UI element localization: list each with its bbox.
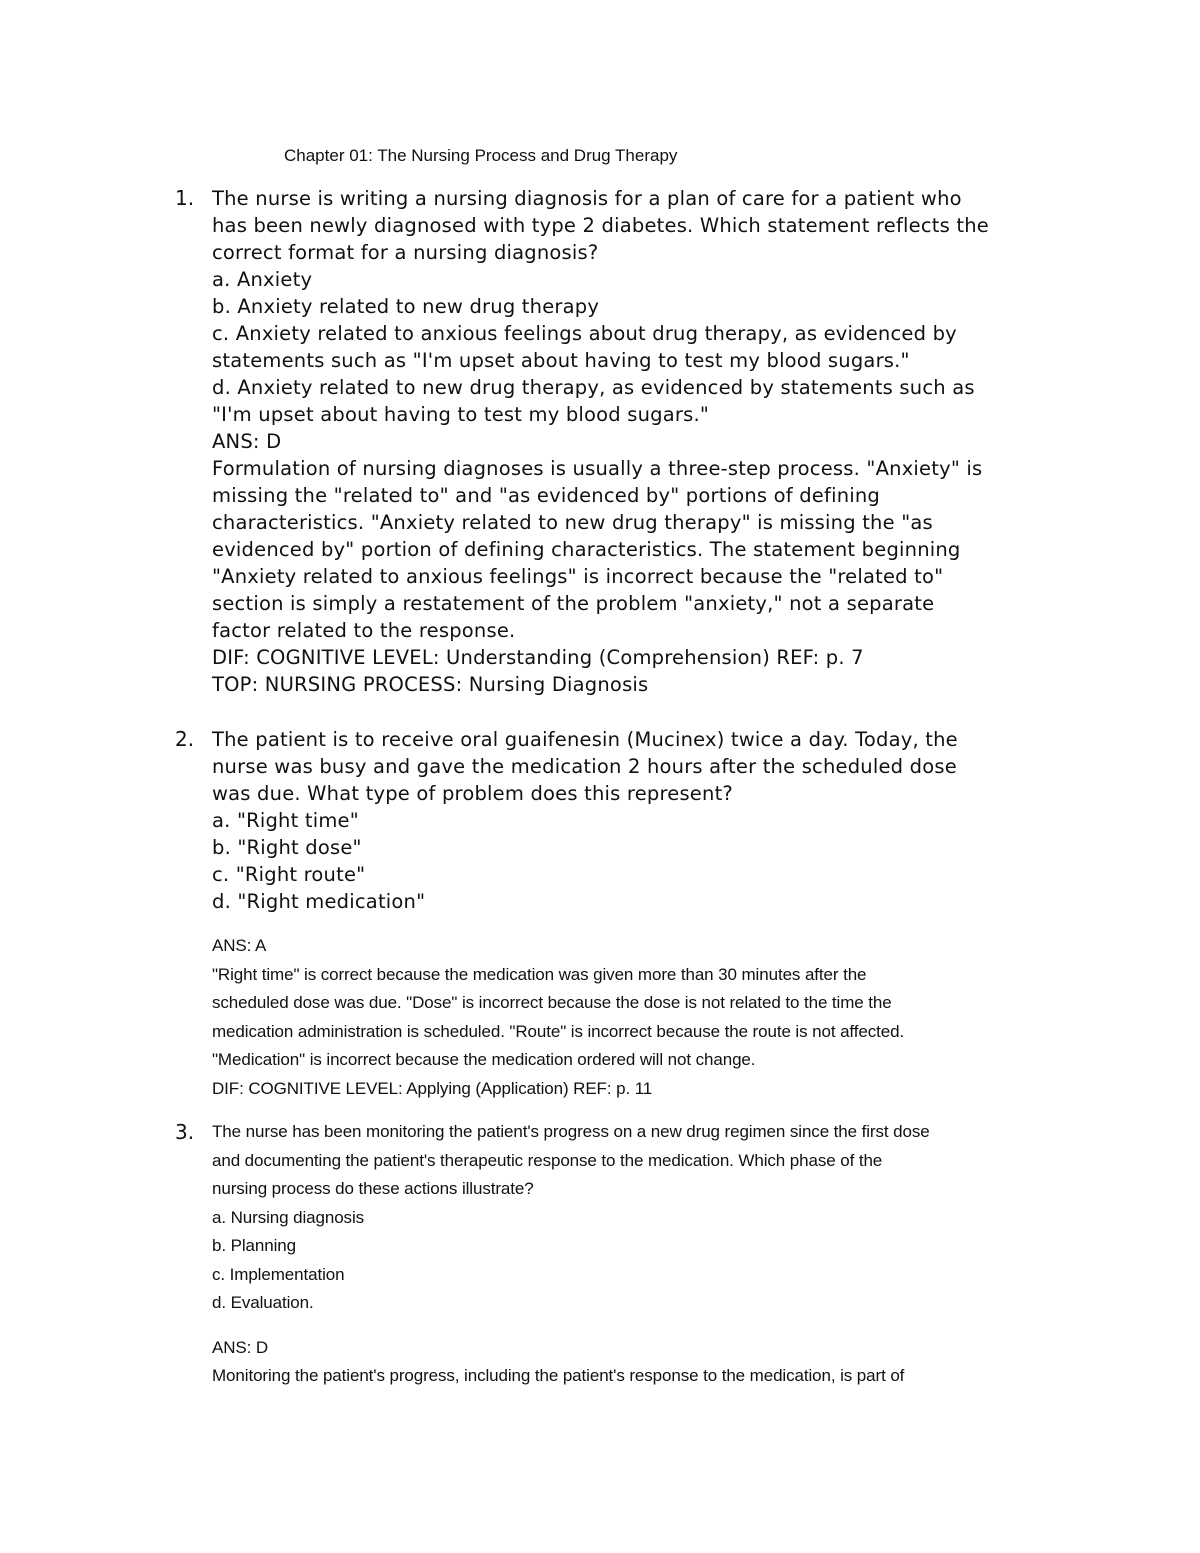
rationale-line: section is simply a restatement of the problem "anxiety," not a separate xyxy=(212,592,935,615)
question-number: 2. xyxy=(175,727,195,751)
answer-option: c. "Right route" xyxy=(212,863,366,886)
question-number: 1. xyxy=(175,186,195,210)
rationale-line: "Right time" is correct because the medication was given more than 30 minutes after the xyxy=(212,964,867,984)
rationale-line: medication administration is scheduled. "Route" is incorrect because the route is not affected. xyxy=(212,1021,905,1041)
question-stem-line: and documenting the patient's therapeutic response to the medication. Which phase of the xyxy=(212,1150,883,1170)
answer-section xyxy=(212,932,1082,1103)
rationale-line: factor related to the response. xyxy=(212,619,516,642)
rationale-line: scheduled dose was due. "Dose" is incorrect because the dose is not related to the time the xyxy=(212,993,892,1012)
answer-key: ANS: D xyxy=(212,1337,269,1357)
question-stem-line: The nurse has been monitoring the patient's progress on a new drug regimen since the first dose xyxy=(212,1122,930,1141)
question-stem-line: has been newly diagnosed with type 2 diabetes. Which statement reflects the xyxy=(212,214,989,237)
answer-option: b. Planning xyxy=(212,1236,296,1255)
spacer xyxy=(212,1318,1082,1334)
answer-option: d. Evaluation. xyxy=(212,1293,314,1312)
answer-option: a. "Right time" xyxy=(212,809,359,832)
answer-option: a. Anxiety xyxy=(212,268,313,291)
question-body xyxy=(212,185,1082,698)
question-stem-line: nursing process do these actions illustrate? xyxy=(212,1179,534,1198)
question-stem-line: was due. What type of problem does this represent? xyxy=(212,782,733,805)
rationale-line: missing the "related to" and "as evidenced by" portions of defining xyxy=(212,484,881,507)
chapter-title: Chapter 01: The Nursing Process and Drug Therapy xyxy=(284,146,678,165)
question-stem-line: nurse was busy and gave the medication 2 hours after the scheduled dose xyxy=(212,755,957,778)
rationale-line: Formulation of nursing diagnoses is usually a three-step process. "Anxiety" is xyxy=(212,457,983,480)
answer-option: b. "Right dose" xyxy=(212,836,362,859)
question-body xyxy=(212,726,1082,915)
rationale-line: "Anxiety related to anxious feelings" is incorrect because the "related to" xyxy=(212,565,944,588)
rationale-line: Monitoring the patient's progress, including the patient's response to the medication, is part of xyxy=(212,1366,905,1385)
answer-key: ANS: D xyxy=(212,430,282,453)
answer-option: c. Implementation xyxy=(212,1264,345,1284)
answer-option: d. "Right medication" xyxy=(212,890,426,913)
difficulty-line: DIF: COGNITIVE LEVEL: Applying (Application) REF: p. 11 xyxy=(212,1078,653,1098)
question-body xyxy=(212,1118,1082,1391)
answer-option: a. Nursing diagnosis xyxy=(212,1207,365,1227)
answer-option: b. Anxiety related to new drug therapy xyxy=(212,295,600,318)
question-number: 3. xyxy=(175,1120,195,1144)
rationale-line: characteristics. "Anxiety related to new drug therapy" is missing the "as xyxy=(212,511,933,534)
rationale-line: evidenced by" portion of defining characteristics. The statement beginning xyxy=(212,538,961,561)
question-stem-line: The nurse is writing a nursing diagnosis for a plan of care for a patient who xyxy=(212,187,962,210)
difficulty-line: DIF: COGNITIVE LEVEL: Understanding (Comprehension) REF: p. 7 xyxy=(212,646,864,669)
answer-option: d. Anxiety related to new drug therapy, as evidenced by statements such as xyxy=(212,376,975,399)
answer-option: c. Anxiety related to anxious feelings about drug therapy, as evidenced by xyxy=(212,322,957,345)
answer-key: ANS: A xyxy=(212,936,267,955)
rationale-line: "Medication" is incorrect because the medication ordered will not change. xyxy=(212,1050,756,1069)
question-stem-line: The patient is to receive oral guaifenesin (Mucinex) twice a day. Today, the xyxy=(212,728,958,751)
answer-option: "I'm upset about having to test my blood sugars." xyxy=(212,403,710,426)
answer-option: statements such as "I'm upset about having to test my blood sugars." xyxy=(212,349,910,372)
question-stem-line: correct format for a nursing diagnosis? xyxy=(212,241,599,264)
topic-line: TOP: NURSING PROCESS: Nursing Diagnosis xyxy=(212,673,649,696)
